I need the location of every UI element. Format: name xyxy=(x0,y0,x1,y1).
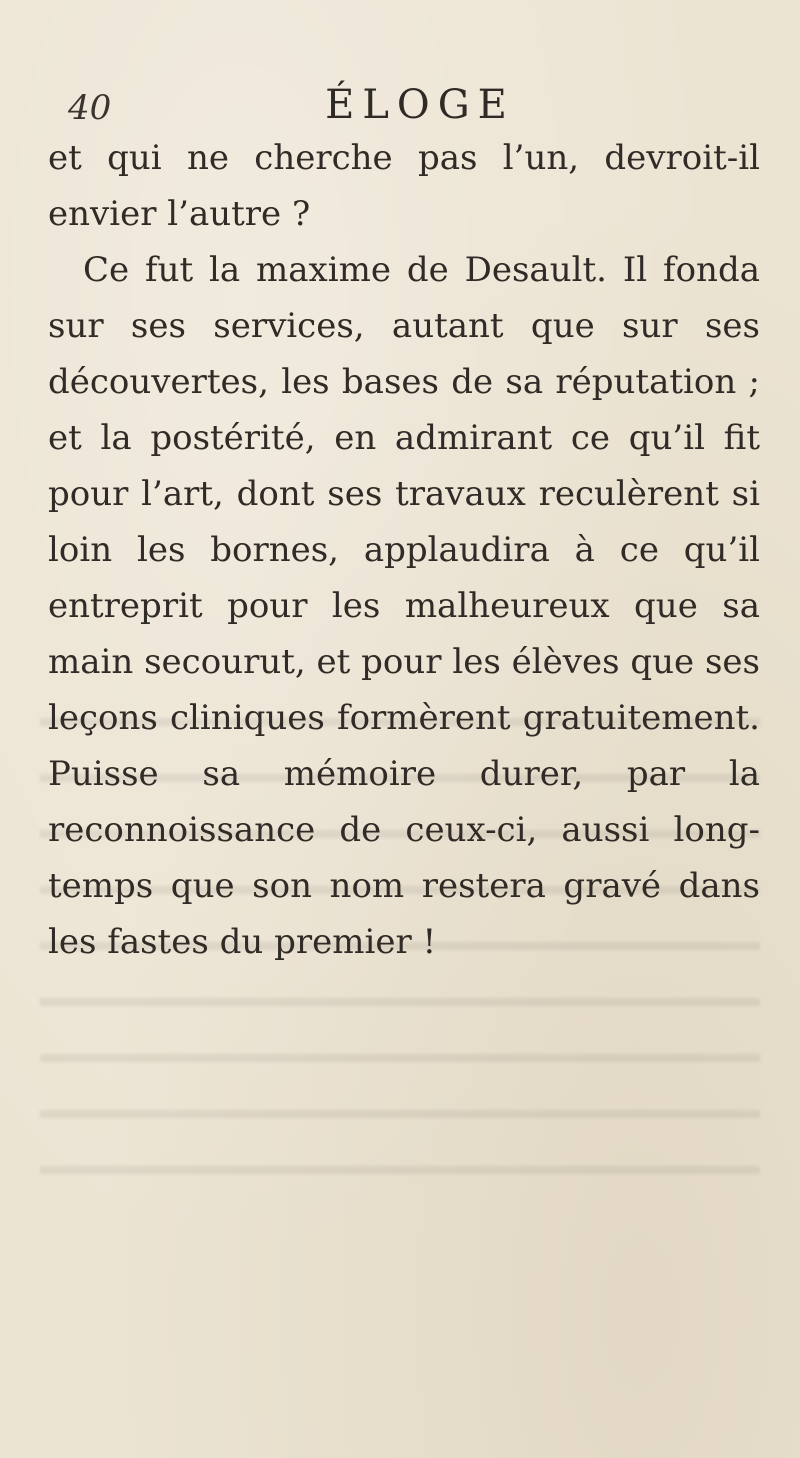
page-number: 40 xyxy=(68,88,112,128)
paragraph-desault-maxim: Ce fut la maxime de Desault. Il fonda sur ses services, autant que sur ses découvertes, les bases de sa réputation ; et la postérité, en admirant ce qu’il fit pour l’art, dont ses travaux reculèrent si loin les bornes, applaudira à ce qu’il entreprit pour les malheureux que sa main secourut, et pour les élèves que ses leçons cliniques formèrent gratuitement. Puisse sa mémoire durer, par la reconnoissance de ceux-ci, aussi long-temps que son nom restera gravé dans les fastes du premier ! xyxy=(48,250,760,962)
paragraph-continuation: et qui ne cherche pas l’un, devroit-il envier l’autre ? xyxy=(48,138,760,234)
reverse-side-show-through xyxy=(40,680,760,1200)
running-title: ÉLOGE xyxy=(325,82,515,128)
